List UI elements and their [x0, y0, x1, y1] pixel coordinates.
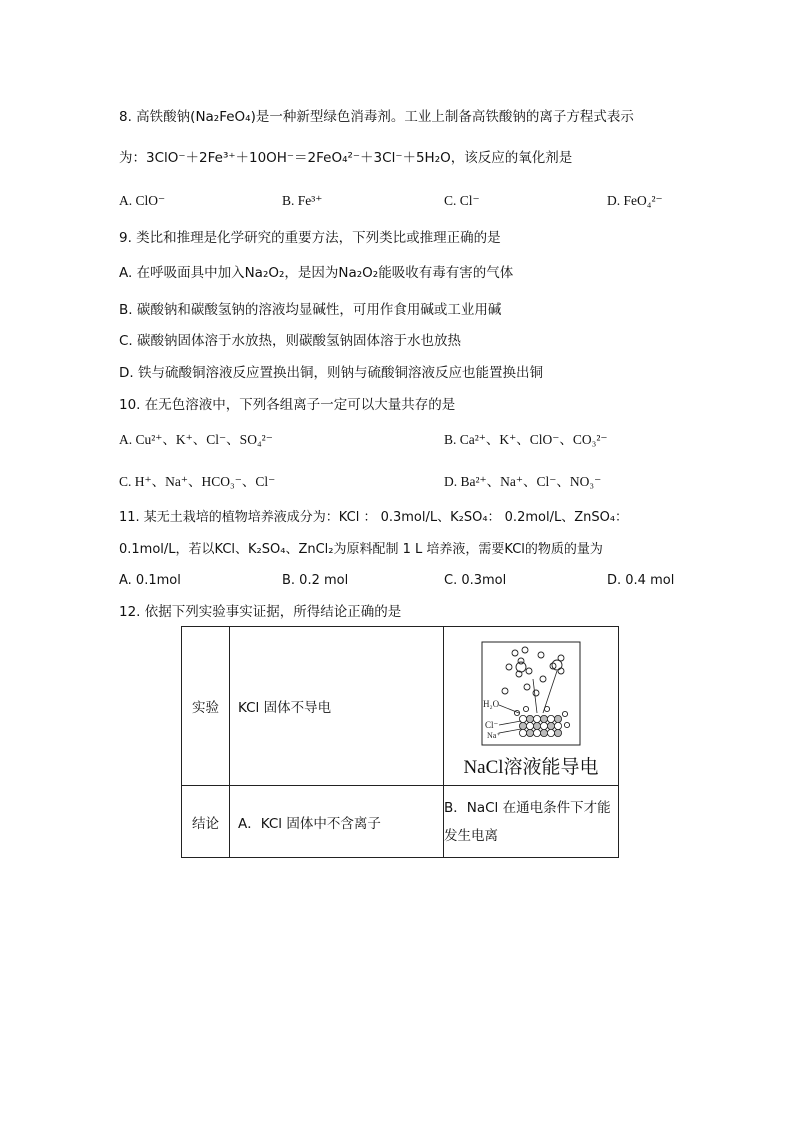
q9-option-d: D. 铁与硫酸铜溶液反应置换出铜，则钠与硫酸铜溶液反应也能置换出铜 [119, 365, 543, 381]
q11-option-b: B. 0.2 mol [282, 573, 349, 588]
experiment-kcl-text: KCl 固体不导电 [230, 627, 444, 786]
q9-option-c: C. 碳酸钠固体溶于水放热，则碳酸氢钠固体溶于水也放热 [119, 333, 462, 349]
q8-option-a: A. ClO⁻ [119, 193, 166, 208]
nacl-dissolution-figure [481, 641, 581, 746]
q11-option-c: C. 0.3mol [444, 573, 507, 588]
q10-option-a: A. Cu²⁺、K⁺、Cl⁻、SO₄²⁻ [119, 432, 273, 447]
label-cl-ion: Cl⁻ [485, 720, 499, 730]
q11-stem-line2: 0.1mol/L，若以KCl、K₂SO₄、ZnCl₂为原料配制 1 L 培养液，需要KCl的物质的量为 [119, 542, 603, 557]
q8-stem-line1: 8. 高铁酸钠(Na₂FeO₄)是一种新型绿色消毒剂。工业上制备高铁酸钠的离子方程式表示 [119, 109, 634, 125]
q8-option-b: B. Fe³⁺ [282, 193, 323, 208]
q10-option-c: C. H⁺、Na⁺、HCO₃⁻、Cl⁻ [119, 474, 276, 489]
label-h2o: H₂O [483, 699, 500, 709]
nacl-figure-cell [444, 627, 619, 786]
row-label-experiment: 实验 [182, 627, 230, 786]
label-na-ion: Na⁺ [487, 731, 501, 740]
q8-option-c: C. Cl⁻ [444, 193, 480, 208]
figure-caption: NaCl溶液能导电 [463, 757, 599, 778]
conclusion-a: A．KCl 固体中不含离子 [230, 786, 444, 858]
q12-stem: 12. 依据下列实验事实证据，所得结论正确的是 [119, 604, 402, 620]
q10-option-d: D. Ba²⁺、Na⁺、Cl⁻、NO₃⁻ [444, 474, 602, 489]
q10-option-b: B. Ca²⁺、K⁺、ClO⁻、CO₃²⁻ [444, 432, 608, 447]
q8-option-d: D. FeO₄²⁻ [607, 193, 663, 208]
q11-option-a: A. 0.1mol [119, 573, 181, 588]
q11-stem-line1: 11. 某无土栽培的植物培养液成分为：KCl ： 0.3mol/L、K₂SO₄： 0.2mol/L、ZnSO₄： [119, 510, 629, 525]
q11-option-d: D. 0.4 mol [607, 573, 675, 588]
q8-stem-line2: 为：3ClO⁻＋2Fe³⁺＋10OH⁻＝2FeO₄²⁻＋3Cl⁻＋5H₂O，该反应的氧化剂是 [119, 150, 573, 166]
q9-option-b: B. 碳酸钠和碳酸氢钠的溶液均显碱性，可用作食用碱或工业用碱 [119, 302, 502, 318]
q9-stem: 9. 类比和推理是化学研究的重要方法，下列类比或推理正确的是 [119, 230, 501, 246]
q10-stem: 10. 在无色溶液中，下列各组离子一定可以大量共存的是 [119, 397, 456, 413]
conclusion-b: B．NaCl 在通电条件下才能发生电离 [444, 786, 619, 858]
q12-table [181, 626, 619, 858]
row-label-conclusion: 结论 [182, 786, 230, 858]
q9-option-a: A. 在呼吸面具中加入Na₂O₂，是因为Na₂O₂能吸收有毒有害的气体 [119, 265, 514, 281]
